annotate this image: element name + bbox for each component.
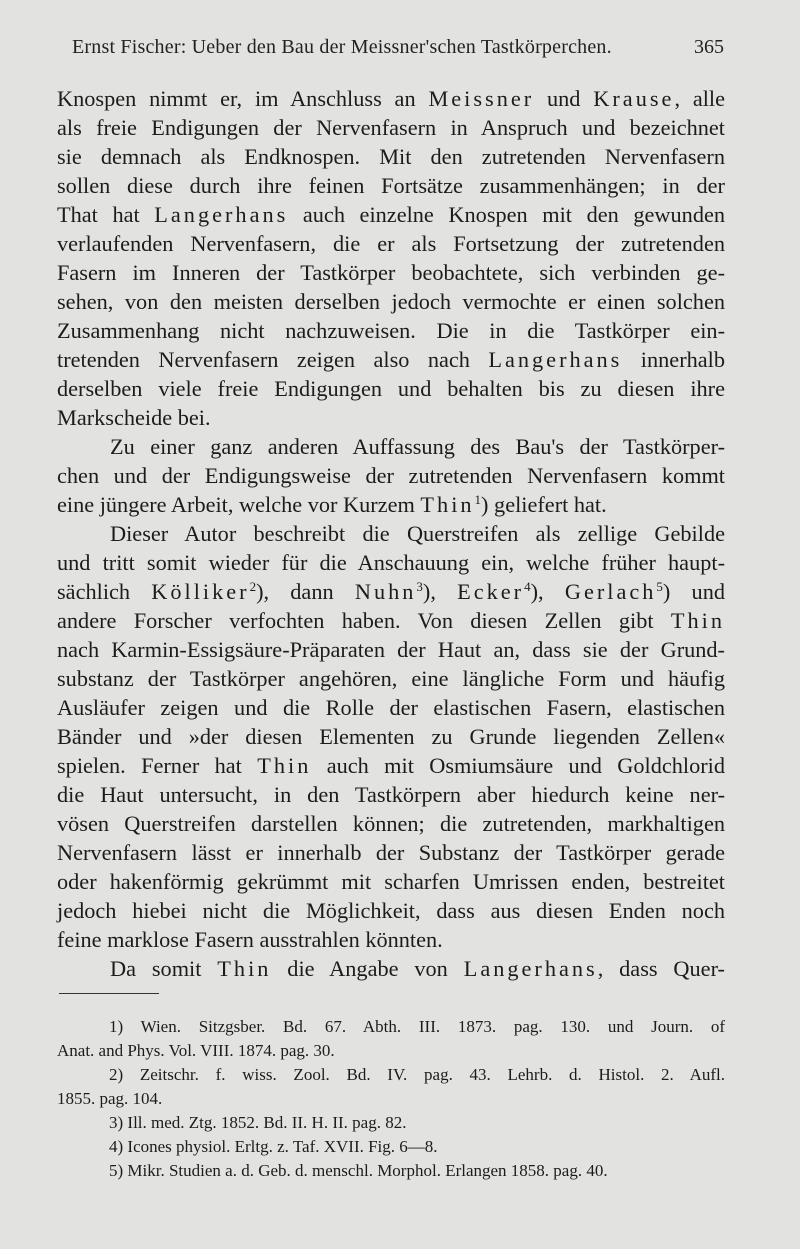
- text-line: spielen. Ferner hat Thin auch mit Osmiumsäure und Goldchlorid: [57, 753, 725, 778]
- text-line: tretenden Nervenfasern zeigen also nach Langerhans innerhalb: [57, 347, 726, 372]
- text-line: Bänder und »der diesen Elementen zu Grunde liegenden Zellen«: [57, 724, 725, 749]
- footnote-ref: 4: [524, 579, 531, 594]
- text-line: andere Forscher verfochten haben. Von diesen Zellen gibt Thin: [57, 608, 725, 633]
- footnote-ref: 3: [416, 579, 423, 594]
- author-name: Thin: [420, 492, 475, 517]
- text-line: derselben viele freie Endigungen und behalten bis zu diesen ihre: [57, 376, 725, 401]
- footnote-ref: 1: [474, 492, 482, 507]
- text-line: als freie Endigungen der Nervenfasern in Anspruch und bezeichnet: [57, 115, 725, 140]
- text-line: und tritt somit wieder für die Anschauung ein, welche früher haupt-: [57, 550, 725, 575]
- footnote-ref: 5: [656, 579, 663, 594]
- author-name: Thin: [257, 753, 312, 778]
- author-name: Thin: [670, 608, 725, 633]
- text-line: Ausläufer zeigen und die Rolle der elastischen Fasern, elastischen: [57, 695, 725, 720]
- text-line: Zu einer ganz anderen Auffassung des Bau's der Tastkörper-: [110, 434, 725, 459]
- body-text: [57, 84, 725, 983]
- footnote-rule: [59, 993, 159, 994]
- text-line: sehen, von den meisten derselben jedoch vermochte er einen solchen: [57, 289, 725, 314]
- footnotes: [57, 1015, 725, 1183]
- text-line: nach Karmin-Essigsäure-Präparaten der Haut an, dass sie der Grund-: [57, 637, 725, 662]
- author-name: Thin: [217, 956, 272, 981]
- text-line: That hat Langerhans auch einzelne Knospen mit den gewunden: [57, 202, 726, 227]
- text-line: substanz der Tastkörper angehören, eine längliche Form und häufig: [57, 666, 725, 691]
- text-line: Dieser Autor beschreibt die Querstreifen als zellige Gebilde: [110, 521, 725, 546]
- author-name: Langerhans: [154, 202, 289, 227]
- footnote-4: 4) Icones physiol. Erltg. z. Taf. XVII. Fig. 6—8.: [109, 1137, 438, 1156]
- author-name: Langerhans: [488, 347, 623, 372]
- text-line: Fasern im Inneren der Tastkörper beobachtete, sich verbinden ge-: [57, 260, 725, 285]
- footnote-3: 3) Ill. med. Ztg. 1852. Bd. II. H. II. pag. 82.: [109, 1113, 407, 1132]
- page-number: 365: [694, 36, 724, 58]
- text-line: sächlich Kölliker$^2$), dann Nuhn$^3$), Ecker$^4$), Gerlach$^5$) und: [57, 579, 725, 604]
- text-line: verlaufenden Nervenfasern, die er als Fortsetzung der zutretenden: [57, 231, 725, 256]
- text-line: eine jüngere Arbeit, welche vor Kurzem Thin$^1$) geliefert hat.: [57, 492, 607, 517]
- author-name: Ecker: [457, 579, 525, 604]
- text-line: jedoch hiebei nicht die Möglichkeit, dass aus diesen Enden noch: [57, 898, 725, 923]
- author-name: Gerlach: [564, 579, 657, 604]
- footnote-2: 2) Zeitschr. f. wiss. Zool. Bd. IV. pag. 43. Lehrb. d. Histol. 2. Aufl.: [109, 1065, 725, 1084]
- author-name: Meissner: [428, 86, 535, 111]
- text-line: feine marklose Fasern ausstrahlen könnten.: [57, 927, 443, 952]
- text-line: die Haut untersucht, in den Tastkörpern aber hiedurch keine ner-: [57, 782, 725, 807]
- text-line: sie demnach als Endknospen. Mit den zutretenden Nervenfasern: [57, 144, 725, 169]
- author-name: Krause: [593, 86, 675, 111]
- footnote-5: 5) Mikr. Studien a. d. Geb. d. menschl. Morphol. Erlangen 1858. pag. 40.: [109, 1161, 608, 1180]
- text-line: Da somit Thin die Angabe von Langerhans, dass Quer-: [110, 956, 725, 981]
- author-name: Langerhans: [463, 956, 598, 981]
- text-line: oder hakenförmig gekrümmt mit scharfen Umrissen enden, bestreitet: [57, 869, 725, 894]
- footnote-2-continued: 1855. pag. 104.: [57, 1089, 163, 1108]
- footnote-1-continued: Anat. and Phys. Vol. VIII. 1874. pag. 30.: [57, 1041, 335, 1060]
- author-name: Nuhn: [354, 579, 417, 604]
- text-line: chen und der Endigungsweise der zutretenden Nervenfasern kommt: [57, 463, 725, 488]
- running-title: Ernst Fischer: Ueber den Bau der Meissner'schen Tastkörperchen.: [72, 36, 612, 58]
- footnote-ref: 2: [249, 579, 257, 594]
- text-line: Nervenfasern lässt er innerhalb der Substanz der Tastkörper gerade: [57, 840, 725, 865]
- footnote-1: 1) Wien. Sitzgsber. Bd. 67. Abth. III. 1873. pag. 130. und Journ. of: [109, 1017, 725, 1036]
- author-name: Kölliker: [151, 579, 250, 604]
- text-line: Zusammenhang nicht nachzuweisen. Die in die Tastkörper ein-: [57, 318, 725, 343]
- page-header: [0, 36, 800, 66]
- text-line: sollen diese durch ihre feinen Fortsätze zusammenhängen; in der: [57, 173, 725, 198]
- text-line: Knospen nimmt er, im Anschluss an Meissner und Krause, alle: [57, 86, 726, 111]
- text-line: Markscheide bei.: [57, 405, 211, 430]
- text-line: vösen Querstreifen darstellen können; die zutretenden, markhaltigen: [57, 811, 725, 836]
